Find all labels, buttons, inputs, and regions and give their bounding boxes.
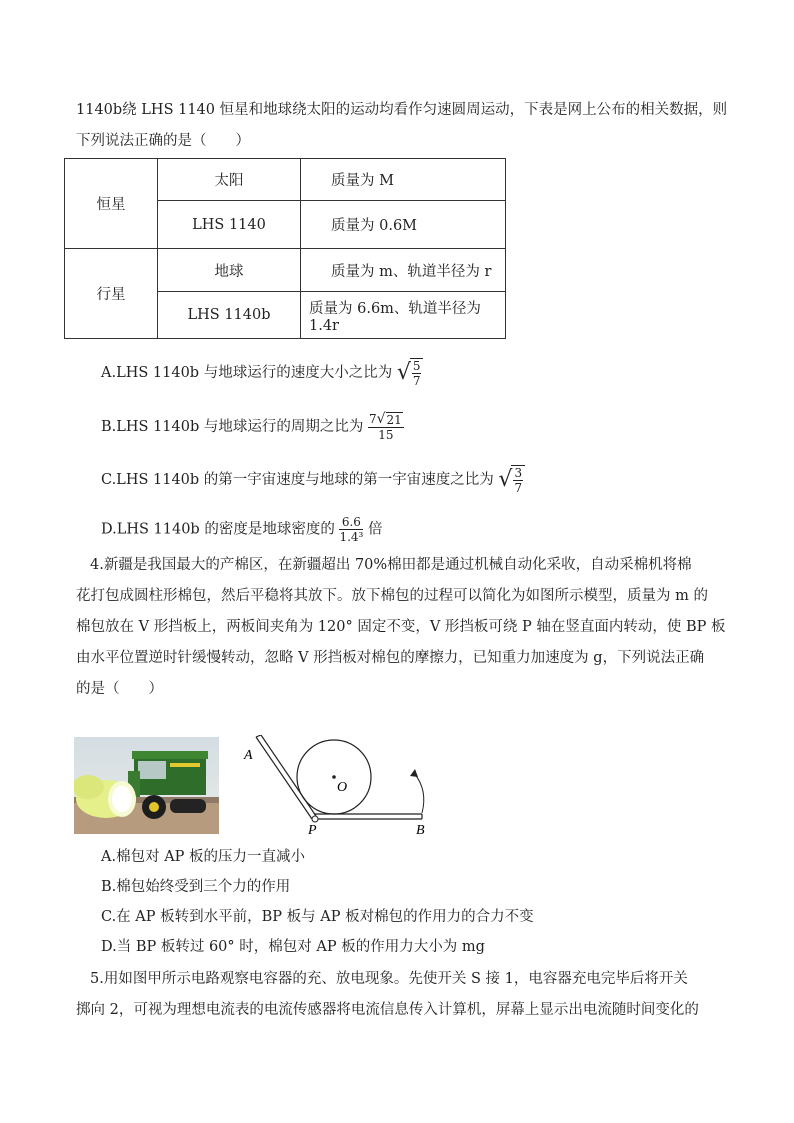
option-text: C.LHS 1140b 的第一宇宙速度与地球的第一宇宙速度之比为 xyxy=(101,472,494,488)
q4-option-a: A.棉包对 AP 板的压力一直减小 xyxy=(101,849,306,865)
sqrt-fraction: √ $\frac{5}{7}$ xyxy=(397,358,424,388)
q4-stem-line5: 的是（ ） xyxy=(76,681,163,697)
q3-option-d xyxy=(101,515,382,544)
option-text: D.LHS 1140b 的密度是地球密度的 xyxy=(101,521,335,538)
label-p: P xyxy=(308,823,317,837)
option-suffix: 倍 xyxy=(367,521,383,538)
table-cell-name: 太阳 xyxy=(158,159,301,201)
q4-option-d: D.当 BP 板转过 60° 时，棉包对 AP 板的作用力大小为 mg xyxy=(101,939,485,955)
table-cell-info: 质量为 0.6M xyxy=(301,201,506,249)
fraction: $\frac{6.6}{\text{1.4³}}$ xyxy=(339,515,364,544)
q4-stem-line4: 由水平位置逆时针缓慢转动，忽略 V 形挡板对棉包的摩擦力，已知重力加速度为 g，下列说法正确 xyxy=(76,650,705,666)
q3-data-table xyxy=(64,158,506,339)
q4-stem-line3: 棉包放在 V 形挡板上，两板间夹角为 120° 固定不变，V 形挡板可绕 P 轴在竖直面内转动，使 BP 板 xyxy=(76,619,726,635)
q4-option-c: C.在 AP 板转到水平前，BP 板与 AP 板对棉包的作用力的合力不变 xyxy=(101,909,534,925)
q3-option-a xyxy=(101,358,423,388)
table-group-planet: 行星 xyxy=(65,249,158,339)
q5-stem-line1: 5.用如图甲所示电路观察电容器的充、放电现象。先使开关 S 接 1，电容器充电完毕后将开关 xyxy=(90,971,688,987)
label-o: O xyxy=(337,780,348,795)
q5-stem-line2: 掷向 2，可视为理想电流表的电流传感器将电流信息传入计算机，屏幕上显示出电流随时间变化的 xyxy=(76,1002,699,1018)
q4-option-b: B.棉包始终受到三个力的作用 xyxy=(101,879,291,895)
q4-stem-line2: 花打包成圆柱形棉包，然后平稳将其放下。放下棉包的过程可以简化为如图所示模型，质量为 m 的 xyxy=(76,588,708,604)
option-text: A.LHS 1140b 与地球运行的速度大小之比为 xyxy=(101,365,393,381)
sqrt-fraction: √ $\frac{3}{7}$ xyxy=(498,465,525,495)
q3-stem-line2: 下列说法正确的是（ ） xyxy=(76,133,250,149)
table-cell-name: LHS 1140b xyxy=(158,292,301,339)
table-cell-info: 质量为 m、轨道半径为 r xyxy=(301,249,506,292)
table-group-star: 恒星 xyxy=(65,159,158,249)
fraction: 7 √ 21 15 xyxy=(368,411,402,442)
v-board-diagram xyxy=(238,735,448,837)
q4-stem-line1: 4.新疆是我国最大的产棉区，在新疆超出 70%棉田都是通过机械自动化采收，自动采棉机将棉 xyxy=(90,557,692,573)
q3-stem-line1: 1140b绕 LHS 1140 恒星和地球绕太阳的运动均看作匀速圆周运动，下表是网上公布的相关数据，则 xyxy=(76,102,728,118)
q3-option-c xyxy=(101,465,525,495)
option-text: B.LHS 1140b 与地球运行的周期之比为 xyxy=(101,419,364,435)
table-cell-name: LHS 1140 xyxy=(158,201,301,249)
cotton-harvester-photo xyxy=(74,737,219,834)
table-cell-name: 地球 xyxy=(158,249,301,292)
label-b: B xyxy=(416,823,425,837)
q3-option-b xyxy=(101,412,404,442)
table-cell-info: 质量为 6.6m、轨道半径为 1.4r xyxy=(301,292,506,339)
table-cell-info: 质量为 M xyxy=(301,159,506,201)
label-a: A xyxy=(244,748,253,763)
